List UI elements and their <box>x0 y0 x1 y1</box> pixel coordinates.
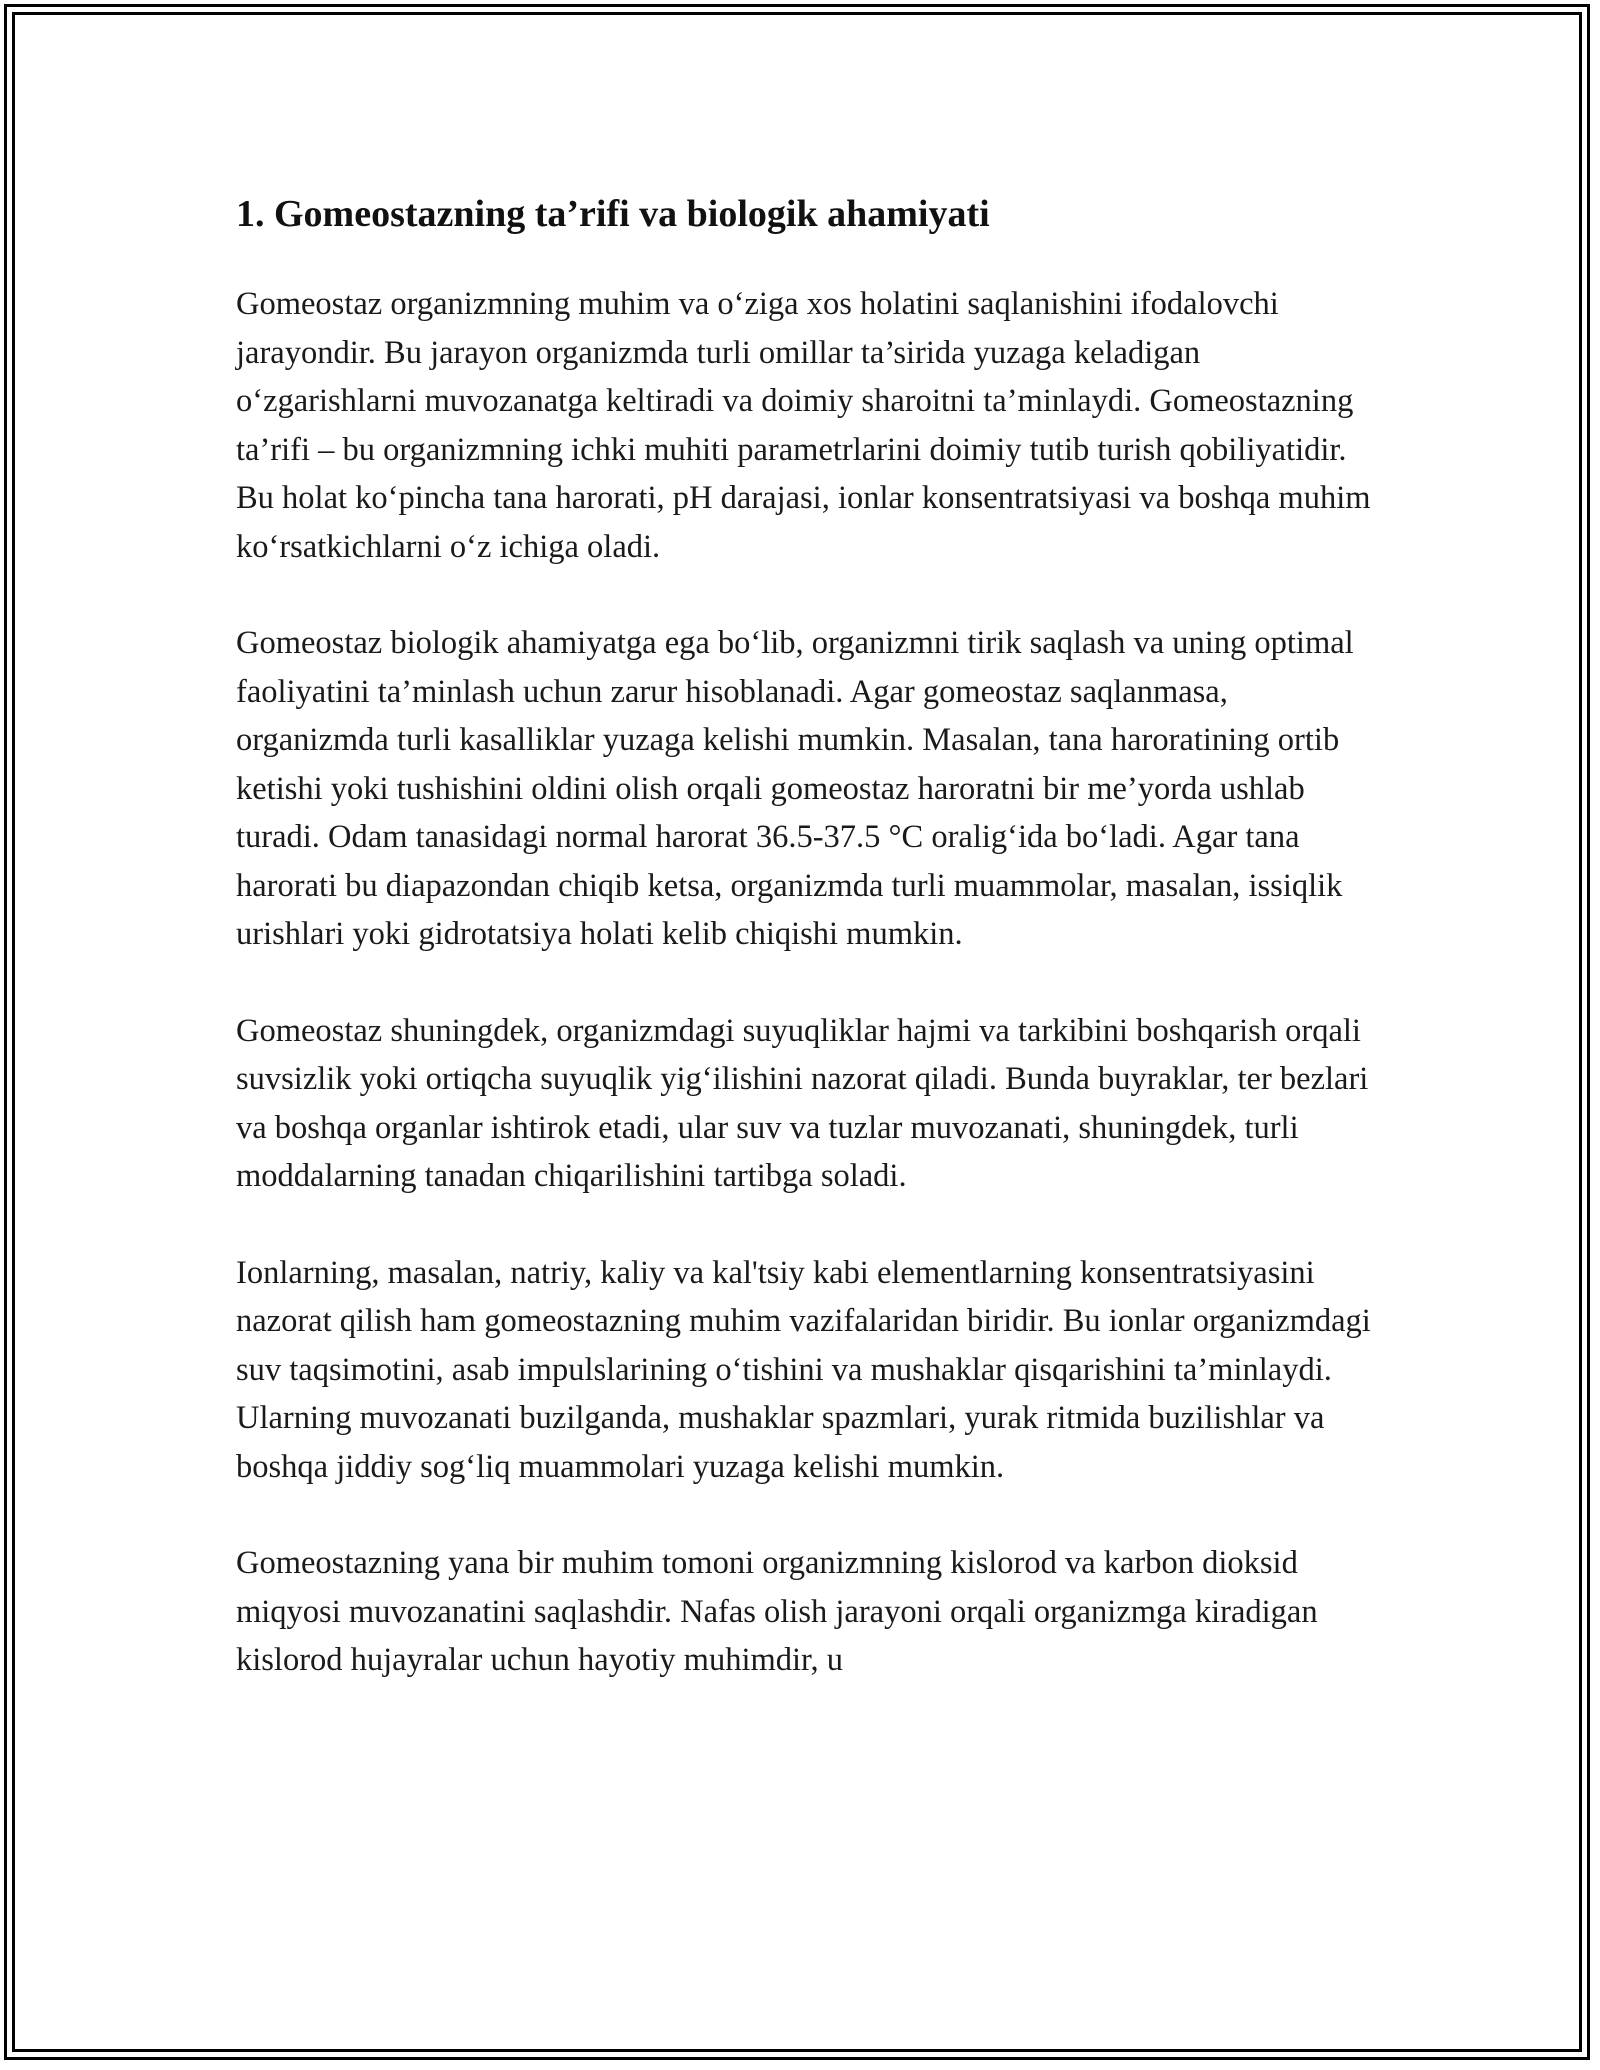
document-content <box>236 188 1376 1733</box>
paragraph-ion-control: Ionlarning, masalan, natriy, kaliy va kal'tsiy kabi elementlarning konsentratsiyasini nazorat qilish ham gomeostazning muhim vazifalaridan biridir. Bu ionlar organizmdagi suv taqsimotini, asab impulslarining o‘tishini va mushaklar qisqarishini ta’minlaydi. Ularning muvozanati buzilganda, mushaklar spazmlari, yurak ritmida buzilishlar va boshqa jiddiy sog‘liq muammolari yuzaga kelishi mumkin. <box>236 1254 1371 1485</box>
paragraph-fluid-regulation: Gomeostaz shuningdek, organizmdagi suyuqliklar hajmi va tarkibini boshqarish orqali suvsizlik yoki ortiqcha suyuqlik yig‘ilishini nazorat qiladi. Bunda buyraklar, ter bezlari va boshqa organlar ishtirok etadi, ular suv va tuzlar muvozanati, shuningdek, turli moddalarning tanadan chiqarilishini tartibga soladi. <box>236 1012 1369 1194</box>
paragraph-definition: Gomeostaz organizmning muhim va o‘ziga xos holatini saqlanishini ifodalovchi jarayondir. Bu jarayon organizmda turli omillar ta’sirida yuzaga keladigan o‘zgarishlarni muvozanatga keltiradi va doimiy sharoitni ta’minlaydi. Gomeostazning ta’rifi – bu organizmning ichki muhiti parametrlarini doimiy tutib turish qobiliyatidir. Bu holat ko‘pincha tana harorati, pH darajasi, ionlar konsentratsiyasi va boshqa muhim ko‘rsatkichlarni o‘z ichiga oladi. <box>236 286 1371 565</box>
paragraph-oxygen-balance: Gomeostazning yana bir muhim tomoni organizmning kislorod va karbon dioksid miqyosi muvozanatini saqlashdir. Nafas olish jarayoni orqali organizmga kiradigan kislorod hujayralar uchun hayotiy muhimdir, u <box>236 1545 1318 1678</box>
paragraph-biological-significance: Gomeostaz biologik ahamiyatga ega bo‘lib, organizmni tirik saqlash va uning optimal faoliyatini ta’minlash uchun zarur hisoblanadi. Agar gomeostaz saqlanmasa, organizmda turli kasalliklar yuzaga kelishi mumkin. Masalan, tana haroratining ortib ketishi yoki tushishini oldini olish orqali gomeostaz haroratni bir me’yorda ushlab turadi. Odam tanasidagi normal harorat 36.5-37.5 °C oralig‘ida bo‘ladi. Agar tana harorati bu diapazondan chiqib ketsa, organizmda turli muammolar, masalan, issiqlik urishlari yoki gidrotatsiya holati kelib chiqishi mumkin. <box>236 625 1354 952</box>
section-heading: 1. Gomeostazning ta’rifi va biologik ahamiyati <box>236 193 990 235</box>
